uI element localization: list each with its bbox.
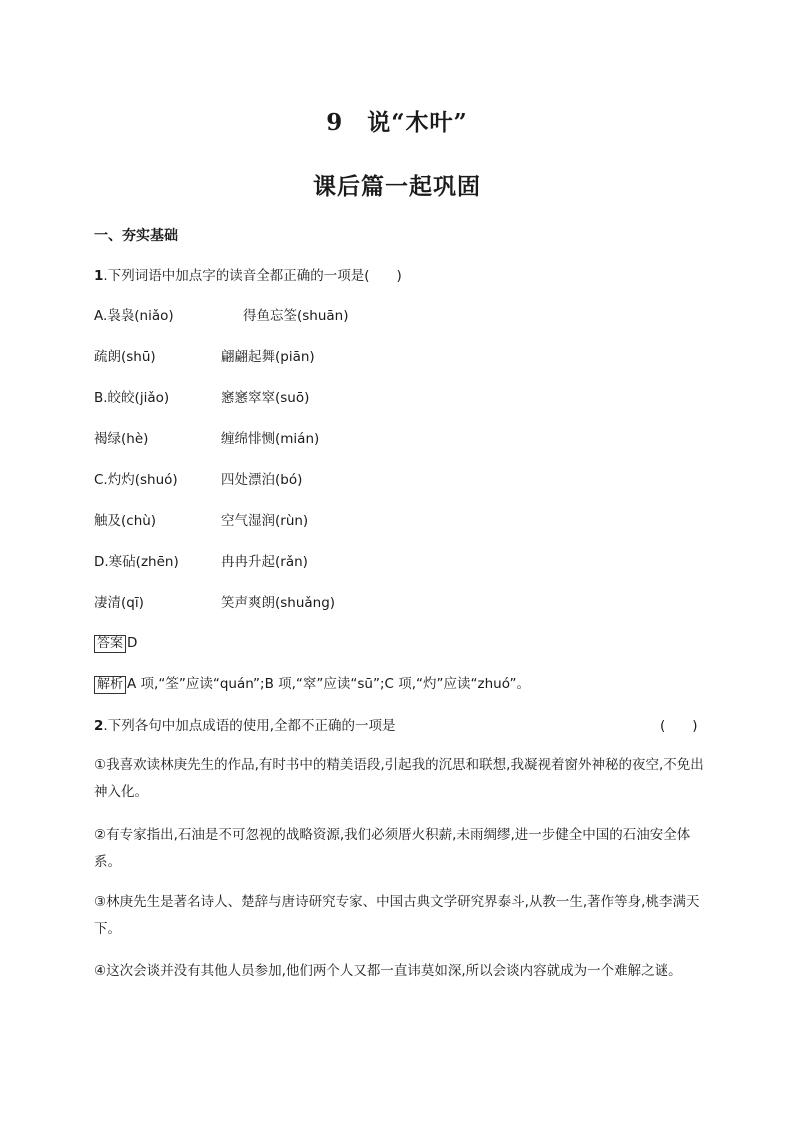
option-row: [94, 593, 144, 613]
answer-line: [94, 633, 137, 653]
option-a-word-2: 得鱼忘筌(shuān): [243, 308, 349, 324]
answer-value: D: [127, 635, 138, 651]
sentence-item-3: ③林庚先生是著名诗人、楚辞与唐诗研究专家、中国古典文学研究界泰斗,从教一生,著作等身,桃李满天下。: [94, 894, 700, 937]
option-row: [94, 552, 179, 572]
section-heading: 一、夯实基础: [94, 228, 178, 244]
sentence-item-1: ①我喜欢读林庚先生的作品,有时书中的精美语段,引起我的沉思和联想,我凝视着窗外神秘的夜空,不免出神入化。: [94, 757, 704, 800]
option-c-word-4: 空气湿润(rùn): [221, 513, 309, 529]
option-a-word-4: 翩翩起舞(piān): [221, 349, 315, 365]
option-d-word-4: 笑声爽朗(shuǎng): [221, 595, 336, 611]
analysis-tag: 解析: [94, 676, 126, 694]
question-2-number: 2: [94, 718, 104, 734]
question-1-stem: [94, 266, 402, 286]
option-row: [94, 511, 156, 531]
sentence-item-4: ④这次会谈并没有其他人员参加,他们两个人又都一直讳莫如深,所以会谈内容就成为一个难解之谜。: [94, 963, 682, 979]
question-1-number: 1: [94, 268, 104, 284]
sentence-item-2: ②有专家指出,石油是不可忽视的战略资源,我们必须厝火积薪,未雨绸缪,进一步健全中国的石油安全体系。: [94, 827, 691, 870]
option-c-word-2: 四处漂泊(bó): [221, 472, 303, 488]
option-b-word-2: 窸窸窣窣(suō): [221, 390, 310, 406]
option-b-word-4: 缠绵悱恻(mián): [221, 431, 320, 447]
answer-bracket: ( ): [660, 718, 698, 734]
option-a-word-1: A.袅袅(niǎo): [94, 308, 174, 324]
analysis-text: A 项,“筌”应读“quán”;B 项,“窣”应读“sū”;C 项,“灼”应读“zhuó”。: [127, 676, 530, 692]
option-d-word-2: 冉冉升起(rǎn): [221, 554, 308, 570]
answer-tag: 答案: [94, 635, 126, 653]
option-row: [94, 388, 169, 408]
option-d-word-1: D.寒砧(zhēn): [94, 554, 179, 570]
option-row: [94, 306, 174, 326]
page-title: [0, 104, 794, 137]
question-2-stem: [94, 716, 396, 736]
option-a-word-3: 疏朗(shū): [94, 349, 156, 365]
page-subtitle: 课后篇一起巩固: [313, 173, 481, 200]
option-row: [94, 470, 178, 490]
option-b-word-3: 褐绿(hè): [94, 431, 149, 447]
analysis-line: [94, 674, 530, 694]
lesson-title: 说“木叶”: [367, 109, 468, 136]
option-row: [94, 429, 148, 449]
option-d-word-3: 凄清(qī): [94, 595, 144, 611]
question-2-text: .下列各句中加点成语的使用,全都不正确的一项是: [103, 718, 396, 734]
lesson-number: 9: [326, 109, 344, 136]
question-1-text: .下列词语中加点字的读音全都正确的一项是( ): [103, 268, 402, 284]
option-row: [94, 347, 156, 367]
option-c-word-3: 触及(chù): [94, 513, 157, 529]
option-c-word-1: C.灼灼(shuó): [94, 472, 178, 488]
option-b-word-1: B.皎皎(jiǎo): [94, 390, 170, 406]
